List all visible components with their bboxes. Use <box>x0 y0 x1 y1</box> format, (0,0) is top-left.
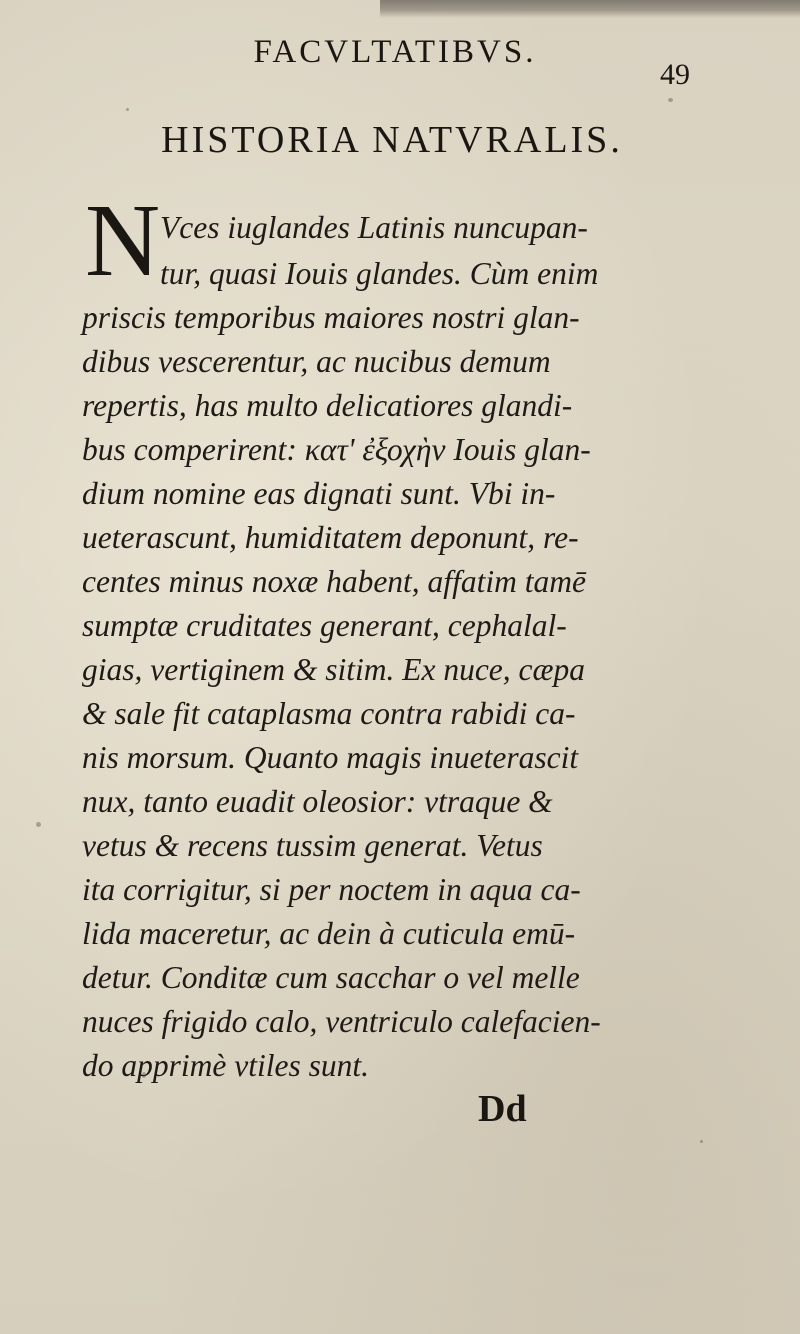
text-line: vetus & recens tussim generat. Vetus <box>82 828 543 863</box>
text-line: nuces frigido calo, ventriculo calefacien- <box>82 1004 601 1039</box>
section-title: HISTORIA NATVRALIS. <box>161 119 623 161</box>
text-line: repertis, has multo delicatiores glandi- <box>82 388 573 423</box>
text-line: ita corrigitur, si per noctem in aqua ca- <box>82 872 581 907</box>
paper-speck <box>36 822 41 827</box>
paper-speck <box>668 98 673 102</box>
text-line: priscis temporibus maiores nostri glan- <box>82 300 580 335</box>
signature-mark: Dd <box>478 1088 527 1130</box>
text-line: gias, vertiginem & sitim. Ex nuce, cæpa <box>82 652 586 687</box>
page-number: 49 <box>660 58 690 91</box>
text-line: do apprimè vtiles sunt. <box>82 1048 369 1083</box>
text-line: dibus vescerentur, ac nucibus demum <box>82 344 551 379</box>
running-head: FACVLTATIBVS. <box>253 34 537 70</box>
text-line: Vces iuglandes Latinis nuncupan- <box>160 210 588 245</box>
text-line: lida maceretur, ac dein à cuticula emū- <box>82 916 576 951</box>
paper-speck <box>126 108 129 111</box>
text-line: sumptæ cruditates generant, cephalal- <box>82 608 567 643</box>
paper-speck <box>142 1072 146 1078</box>
text-line: tur, quasi Iouis glandes. Cùm enim <box>160 256 599 291</box>
text-line: dium nomine eas dignati sunt. Vbi in- <box>82 476 556 511</box>
text-line: ueterascunt, humiditatem deponunt, re- <box>82 520 579 555</box>
text-line: & sale fit cataplasma contra rabidi ca- <box>82 696 576 731</box>
text-line: nux, tanto euadit oleosior: vtraque & <box>82 784 553 819</box>
text-line: centes minus noxæ habent, affatim tamē <box>82 564 586 599</box>
text-line: detur. Conditæ cum sacchar o vel melle <box>82 960 580 995</box>
drop-cap-initial: N <box>85 183 161 298</box>
text-line: nis morsum. Quanto magis inueterascit <box>82 740 579 775</box>
text-line: bus comperirent: κατ' ἐξοχὴν Iouis glan- <box>82 432 591 467</box>
paper-speck <box>700 1140 703 1143</box>
